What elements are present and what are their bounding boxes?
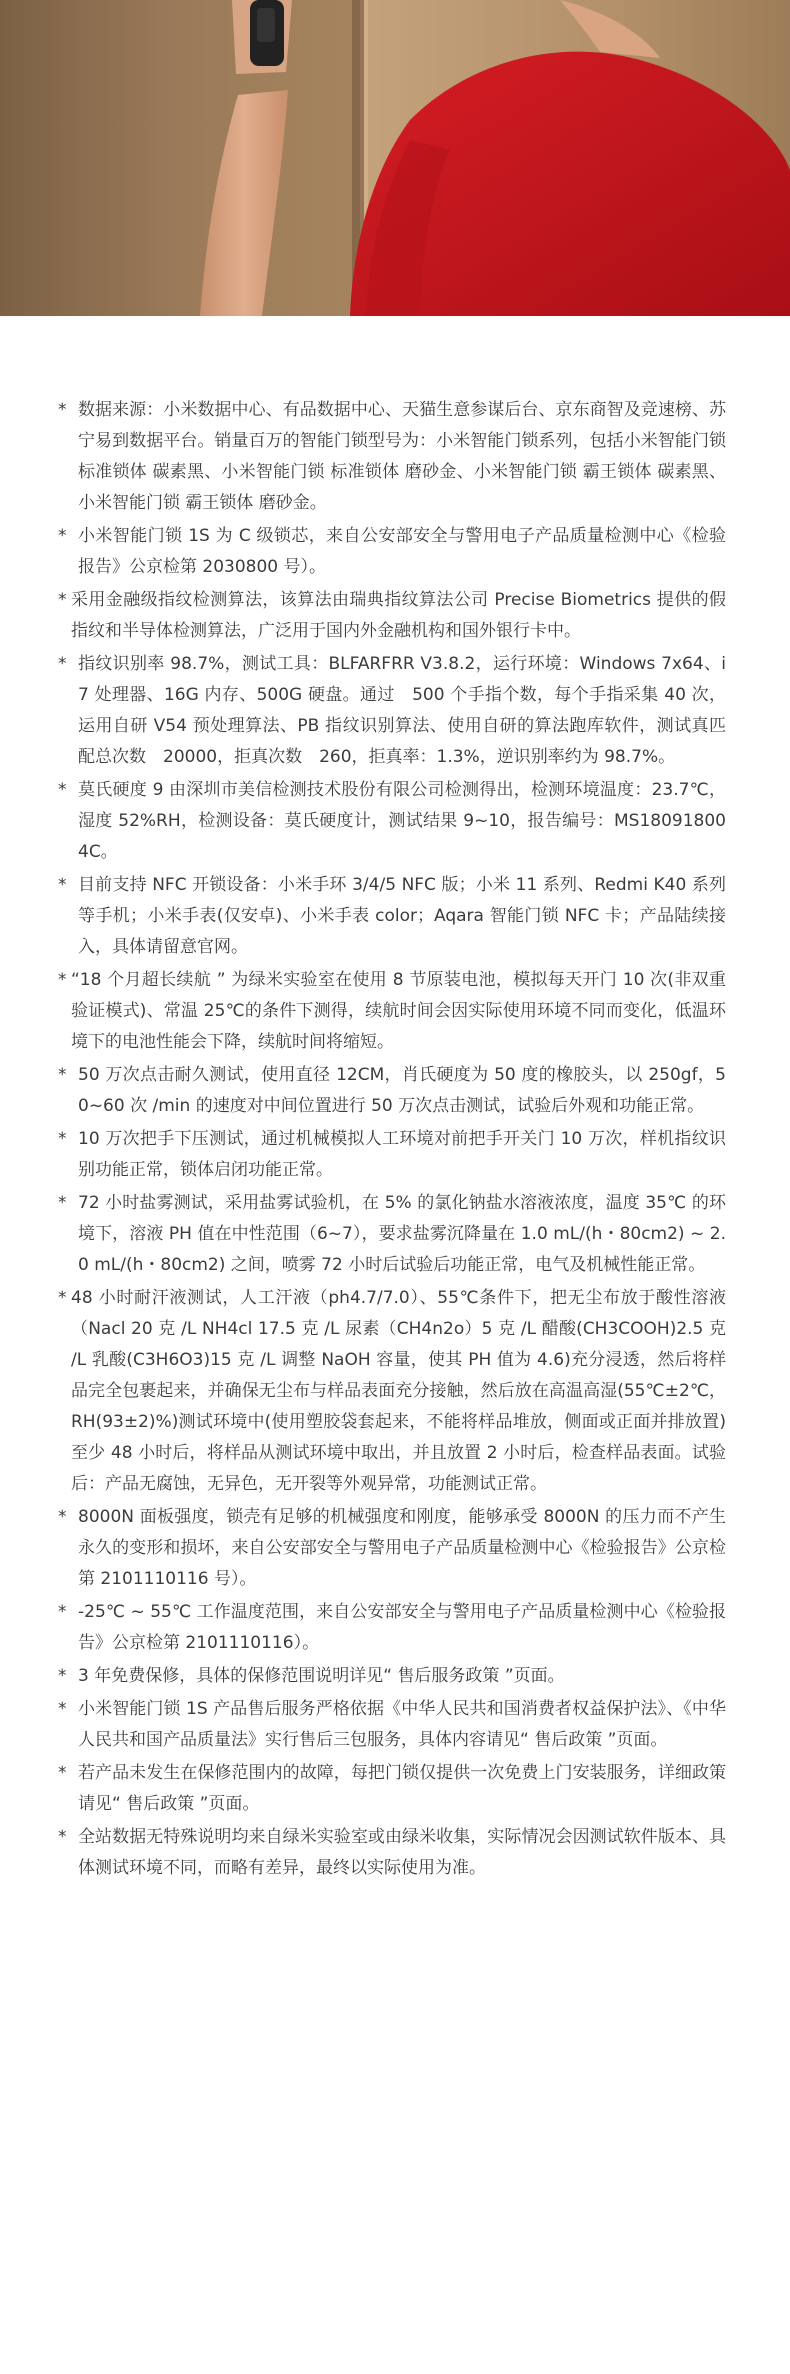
note-text: -25℃ ~ 55℃ 工作温度范围，来自公安部安全与警用电子产品质量检测中心《检验报告》公京检第 2101110116）。 xyxy=(78,1602,726,1653)
note-item xyxy=(58,1597,726,1659)
note-marker: * xyxy=(58,654,67,674)
note-marker: * xyxy=(58,1129,67,1149)
note-text: 目前支持 NFC 开锁设备：小米手环 3/4/5 NFC 版；小米 11 系列、Redmi K40 系列等手机；小米手表(仅安卓)、小米手表 color；Aqara 智能门锁 NFC 卡；产品陆续接入，具体请留意官网。 xyxy=(78,875,726,957)
person-holding-door-lock-photo xyxy=(0,0,790,316)
note-text: 48 小时耐汗液测试，人工汗液（ph4.7/7.0）、55℃条件下，把无尘布放于酸性溶液（Nacl 20 克 /L NH4cl 17.5 克 /L 尿素（CH4n2o）5 克 /L 醋酸(CH3COOH)2.5 克 /L 乳酸(C3H6O3)15 克 /L 调整 NaOH 容量，使其 PH 值为 4.6)充分浸透，然后将样品完全包裹起来，并确保无尘布与样品表面充分接触，然后放在高温高湿(55℃±2℃，RH(93±2)%)测试环境中(使用塑胶袋套起来，不能将样品堆放，侧面或正面并排放置)至少 48 小时后，将样品从测试环境中取出，并且放置 2 小时后，检查样品表面。试验后：产品无腐蚀，无异色，无开裂等外观异常，功能测试正常。 xyxy=(71,1288,726,1494)
note-item xyxy=(58,870,726,963)
notes-list xyxy=(58,395,726,1886)
note-text: 小米智能门锁 1S 为 C 级锁芯，来自公安部安全与警用电子产品质量检测中心《检验报告》公京检第 2030800 号）。 xyxy=(78,526,726,577)
note-item xyxy=(58,965,726,1058)
note-text: 数据来源：小米数据中心、有品数据中心、天猫生意参谋后台、京东商智及竞速榜、苏宁易到数据平台。销量百万的智能门锁型号为：小米智能门锁系列，包括小米智能门锁 标准锁体 碳素黑、小米智能门锁 标准锁体 磨砂金、小米智能门锁 霸王锁体 碳素黑、小米智能门锁 霸王锁体 磨砂金。 xyxy=(78,400,726,513)
note-marker: * xyxy=(58,1699,67,1719)
note-marker: * xyxy=(58,780,67,800)
note-marker: * xyxy=(58,590,67,610)
note-marker: * xyxy=(58,1065,67,1085)
note-marker: * xyxy=(58,970,67,990)
note-text: 50 万次点击耐久测试，使用直径 12CM，肖氏硬度为 50 度的橡胶头，以 250gf，50~60 次 /min 的速度对中间位置进行 50 万次点击测试，试验后外观和功能正常。 xyxy=(78,1065,726,1116)
note-marker: * xyxy=(58,1193,67,1213)
note-item xyxy=(58,521,726,583)
note-text: 采用金融级指纹检测算法，该算法由瑞典指纹算法公司 Precise Biometrics 提供的假指纹和半导体检测算法，广泛用于国内外金融机构和国外银行卡中。 xyxy=(71,590,726,641)
note-marker: * xyxy=(58,526,67,546)
note-text: 3 年免费保修，具体的保修范围说明详见“ 售后服务政策 ”页面。 xyxy=(78,1666,565,1686)
note-marker: * xyxy=(58,400,67,420)
note-item xyxy=(58,1188,726,1281)
note-item xyxy=(58,1124,726,1186)
note-item xyxy=(58,1758,726,1820)
note-text: “18 个月超长续航 ” 为绿米实验室在使用 8 节原装电池，模拟每天开门 10 次(非双重验证模式)、常温 25℃的条件下测得，续航时间会因实际使用环境不同而变化，低温环境下的电池性能会下降，续航时间将缩短。 xyxy=(71,970,726,1052)
note-item xyxy=(58,395,726,519)
note-text: 8000N 面板强度，锁壳有足够的机械强度和刚度，能够承受 8000N 的压力而不产生永久的变形和损坏，来自公安部安全与警用电子产品质量检测中心《检验报告》公京检第 2101110116 号）。 xyxy=(78,1507,726,1589)
note-marker: * xyxy=(58,1763,67,1783)
note-item xyxy=(58,1060,726,1122)
note-item xyxy=(58,1502,726,1595)
note-marker: * xyxy=(58,1827,67,1847)
note-item xyxy=(58,1661,726,1692)
note-item xyxy=(58,1694,726,1756)
note-item xyxy=(58,649,726,773)
note-text: 指纹识别率 98.7%，测试工具：BLFARFRR V3.8.2，运行环境：Windows 7x64、i7 处理器、16G 内存、500G 硬盘。通过 500 个手指个数，每个手指采集 40 次，运用自研 V54 预处理算法、PB 指纹识别算法、使用自研的算法跑库软件，测试真匹配总次数 20000，拒真次数 260，拒真率：1.3%，逆识别率约为 98.7%。 xyxy=(78,654,726,767)
note-marker: * xyxy=(58,875,67,895)
note-text: 小米智能门锁 1S 产品售后服务严格依据《中华人民共和国消费者权益保护法》、《中华人民共和国产品质量法》实行售后三包服务，具体内容请见“ 售后政策 ”页面。 xyxy=(78,1699,726,1750)
note-text: 10 万次把手下压测试，通过机械模拟人工环境对前把手开关门 10 万次，样机指纹识别功能正常，锁体启闭功能正常。 xyxy=(78,1129,726,1180)
note-text: 若产品未发生在保修范围内的故障，每把门锁仅提供一次免费上门安装服务，详细政策请见“ 售后政策 ”页面。 xyxy=(78,1763,726,1814)
note-text: 72 小时盐雾测试，采用盐雾试验机，在 5% 的氯化钠盐水溶液浓度，温度 35℃ 的环境下，溶液 PH 值在中性范围（6~7），要求盐雾沉降量在 1.0 mL/(h・80cm2) ~ 2.0 mL/(h・80cm2) 之间，喷雾 72 小时后试验后功能正常，电气及机械性能正常。 xyxy=(78,1193,726,1275)
note-text: 莫氏硬度 9 由深圳市美信检测技术股份有限公司检测得出，检测环境温度：23.7℃，湿度 52%RH，检测设备：莫氏硬度计，测试结果 9~10，报告编号：MS180918004C。 xyxy=(78,780,726,862)
hero-photo xyxy=(0,0,790,316)
note-item xyxy=(58,1283,726,1500)
note-marker: * xyxy=(58,1288,67,1308)
note-item xyxy=(58,1822,726,1884)
note-item xyxy=(58,775,726,868)
note-marker: * xyxy=(58,1666,67,1686)
note-marker: * xyxy=(58,1507,67,1527)
note-text: 全站数据无特殊说明均来自绿米实验室或由绿米收集，实际情况会因测试软件版本、具体测试环境不同，而略有差异，最终以实际使用为准。 xyxy=(78,1827,726,1878)
note-item xyxy=(58,585,726,647)
note-marker: * xyxy=(58,1602,67,1622)
